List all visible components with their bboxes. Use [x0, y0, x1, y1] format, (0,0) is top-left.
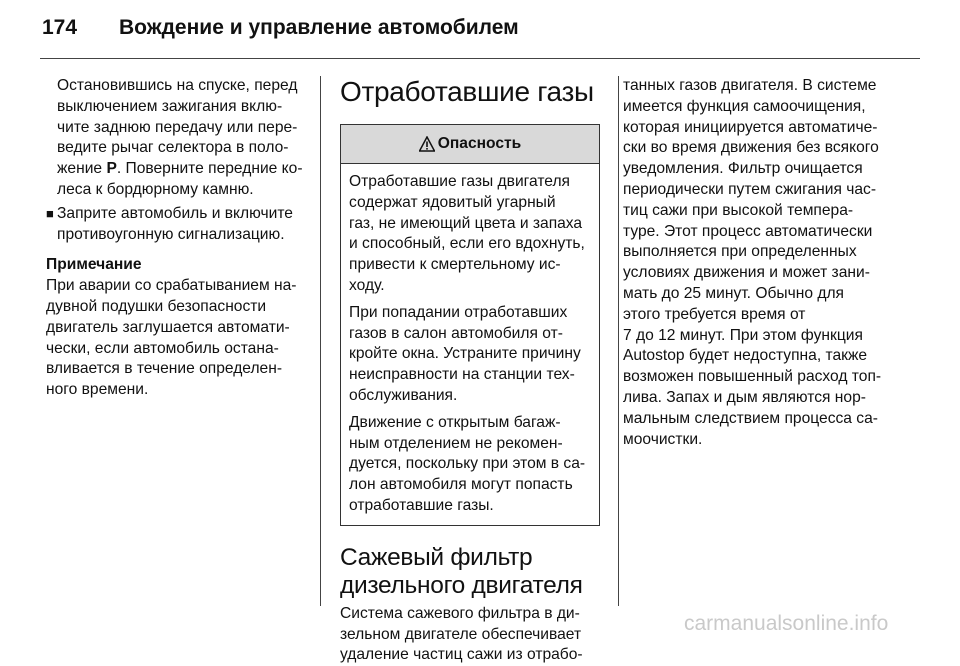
parking-instruction-paragraph: [46, 76, 308, 201]
subsection-title-soot-filter: Сажевый фильтр дизельного двигателя: [340, 543, 583, 599]
chapter-title: Вождение и управление автомобилем: [119, 16, 519, 39]
danger-box-header: [341, 125, 599, 164]
danger-paragraph-3: Движение с открытым багаж- ным отделением не рекомен- дуется, поскольку при этом в са- лон автомобиля могут попасть отработавшие газы.: [349, 413, 586, 514]
paragraph-text-end: . Поверните передние ко- леса к бордюрному камню.: [57, 160, 303, 198]
header-divider: [40, 58, 920, 59]
column-3: [623, 76, 905, 450]
watermark: carmanualsonline.info: [684, 612, 889, 635]
column-divider-right: [618, 76, 619, 606]
paragraph-text-start: Остановившись на спуске, перед выключением зажигания вклю- чите заднюю передачу или пере- ведите рычаг селектора в поло- жение: [57, 77, 298, 178]
column-divider-left: [320, 76, 321, 606]
bullet-text: Заприте автомобиль и включите противоугонную сигнализацию.: [57, 204, 293, 243]
note-heading: Примечание: [46, 256, 142, 274]
danger-paragraph-2: При попадании отработавших газов в салон автомобиля от- кройте окна. Устраните причину неисправности на станции тех- обслуживания.: [349, 303, 581, 404]
note-text: При аварии со срабатыванием на- дувной подушки безопасности двигатель заглушается автомати- чески, если автомобиль останa- вливается в течение определен- ного времени.: [46, 277, 297, 399]
gear-p-label: P: [106, 160, 117, 178]
warning-triangle-icon: [419, 136, 435, 152]
page-header: [0, 0, 960, 60]
soot-filter-continued-text: танных газов двигателя. В системе имеется функция самоочищения, которая инициируется автоматиче- ски во время движения без всякого уведомления. Фильтр очищается периодически путем сжигания час- тиц сажи при высокой темпера- туре. Этот процесс автоматически выполняется при определенных условиях движения и может зани- мать до 25 минут. Обычно для этого требуется время от 7 до 12 минут. При этом функция Autostop будет недоступна, также возможен повышенный расход топ- лива. Запах и дым являются нор- мальным следствием процесса са- моочистки.: [623, 77, 882, 448]
danger-box-body: [341, 164, 599, 525]
danger-box: [340, 124, 600, 526]
column-1: [46, 76, 308, 401]
column-2: [340, 76, 604, 666]
soot-filter-text: Система сажевого фильтра в ди- зельном двигателе обеспечивает удаление частиц сажи из отрабо-: [340, 604, 583, 664]
bullet-square-icon: ■: [46, 205, 54, 221]
danger-label: Опасность: [437, 135, 522, 152]
page-number: 174: [42, 16, 78, 39]
bullet-item: [46, 204, 308, 246]
section-title-exhaust: Отработавшие газы: [340, 76, 594, 107]
danger-paragraph-1: Отработавшие газы двигателя содержат ядовитый угарный газ, не имеющий цвета и запаха и способный, если его вдохнуть, привести к смертельному ис- ходу.: [349, 173, 585, 294]
